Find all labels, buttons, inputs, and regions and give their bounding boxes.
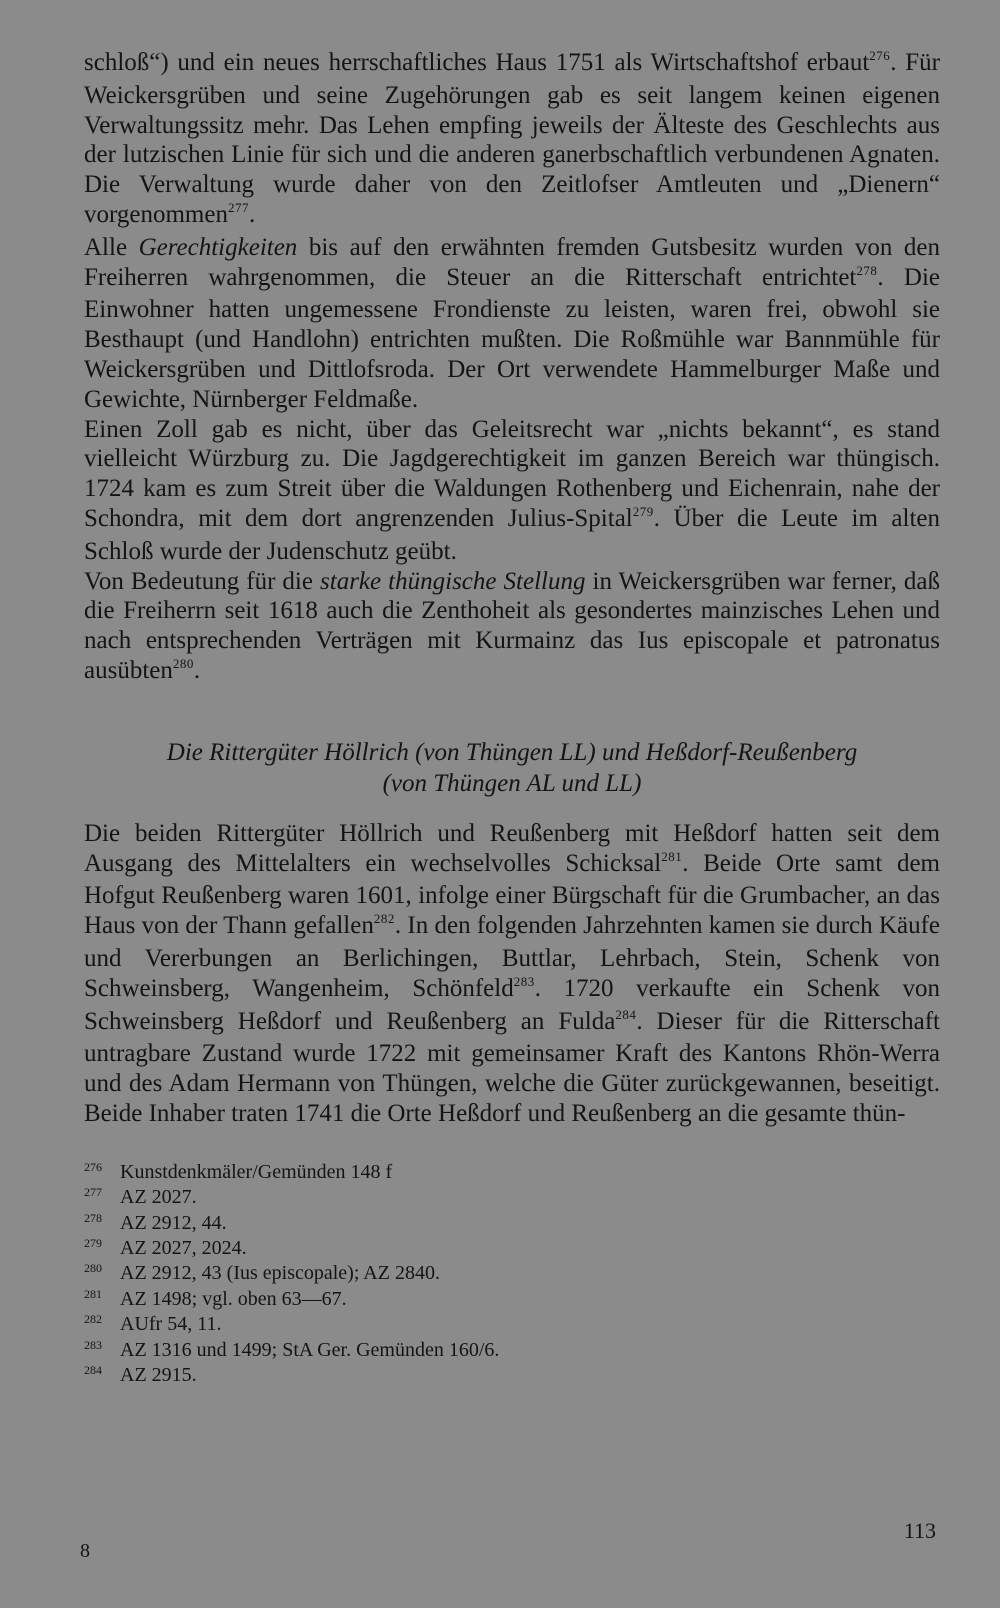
heading-line-2: (von Thüngen AL und LL) bbox=[382, 769, 642, 797]
paragraph bbox=[84, 819, 940, 1129]
footnote-number: 284 bbox=[84, 1362, 102, 1377]
footnote-number: 282 bbox=[84, 1312, 102, 1327]
footnote bbox=[84, 1262, 940, 1287]
footnote-marker: 281 bbox=[661, 848, 683, 864]
footnote-marker: 282 bbox=[373, 911, 395, 927]
footnote bbox=[84, 1288, 940, 1313]
text-run: . Beide Orte samt dem Hofgut Reußenberg waren 1601, infolge einer Bürgschaft für die Grumbacher, an das Haus von der Thann gefallen bbox=[84, 849, 940, 940]
footnote bbox=[84, 1339, 940, 1364]
section-weickersgrueben bbox=[84, 48, 940, 689]
footnote-text: AZ 2912, 43 (Ius episcopale); AZ 2840. bbox=[120, 1262, 440, 1285]
footnote-number: 276 bbox=[84, 1159, 102, 1174]
footnote-text: Kunstdenkmäler/Gemünden 148 f bbox=[120, 1160, 393, 1183]
page-number: 113 bbox=[903, 1518, 936, 1543]
footnote-marker: 277 bbox=[227, 199, 249, 215]
paragraph bbox=[84, 48, 940, 233]
text-run: . bbox=[248, 200, 256, 228]
text-run: in Weickersgrüben war ferner, daß die Freiherrn seit 1618 auch die Zenthoheit als gesondertes mainzisches Lehen und nach entsprechenden Verträgen mit Kurmainz das Ius episcopale et patronatus ausübten bbox=[84, 567, 940, 684]
section-heading bbox=[84, 737, 940, 799]
paragraph bbox=[84, 567, 940, 689]
footnote bbox=[84, 1313, 940, 1338]
page-body bbox=[84, 48, 940, 1389]
text-run: Von Bedeutung für die bbox=[84, 567, 321, 595]
text-run: . Für Weickersgrüben und seine Zugehörungen gab es seit langem keinen eigenen Verwaltungssitz mehr. Das Lehen empfing jeweils der Älteste des Geschlechts aus der lutzischen Linie für sich und die anderen ganerbschaftlich verbundenen Agnaten. Die Verwaltung wurde daher von den Zeitlofser Amtleuten und „Dienern“ vorgenommen bbox=[84, 49, 940, 228]
emphasized-text: Gerechtigkeiten bbox=[138, 233, 298, 261]
footnote-number: 279 bbox=[84, 1235, 102, 1250]
footnote-text: AZ 2027. bbox=[120, 1186, 197, 1209]
footnote bbox=[84, 1364, 940, 1389]
footnote-marker: 280 bbox=[172, 655, 194, 671]
footnote bbox=[84, 1161, 940, 1186]
paragraph bbox=[84, 233, 940, 415]
text-run: Die beiden Rittergüter Höllrich und Reußenberg mit Heßdorf hatten seit dem Ausgang des Mittelalters ein wechselvolles Schicksal bbox=[84, 819, 940, 877]
footnote-text: AZ 2915. bbox=[120, 1363, 197, 1386]
signature-mark: 8 bbox=[80, 1540, 90, 1562]
text-run: . Über die Leute im alten Schloß wurde der Judenschutz geübt. bbox=[84, 504, 941, 565]
text-run: . Dieser für die Ritterschaft untragbare Zustand wurde 1722 mit gemeinsamer Kraft des Kantons Rhön-Werra und des Adam Hermann von Thüngen, welche die Güter zurückgewannen, beseitigt. Beide Inhaber traten 1741 die Orte Heßdorf und Reußenberg an die gesamte thün- bbox=[84, 1007, 940, 1127]
footnote bbox=[84, 1212, 940, 1237]
footnote-number: 281 bbox=[84, 1286, 102, 1301]
footnote-number: 283 bbox=[84, 1337, 102, 1352]
footnote-text: AUfr 54, 11. bbox=[120, 1313, 222, 1336]
text-run: . Die Einwohner hatten ungemessene Frondienste zu leisten, waren frei, obwohl sie Besthaupt (und Handlohn) entrichten mußten. Die Roßmühle war Bannmühle für Weickersgrüben und Dittlofsroda. Der Ort verwendete Hammelburger Maße und Gewichte, Nürnberger Feldmaße. bbox=[84, 263, 940, 413]
footnote-number: 278 bbox=[84, 1210, 102, 1225]
section-hoellrich-hessdorf bbox=[84, 819, 940, 1129]
text-run: Einen Zoll gab es nicht, über das Geleitsrecht war „nichts bekannt“, es stand vielleicht Würzburg zu. Die Jagdgerechtigkeit im ganzen Bereich war thüngisch. 1724 kam es zum Streit über die Waldungen Rothenberg und Eichenrain, nahe der Schondra, mit dem dort angrenzenden Julius-Spital bbox=[84, 415, 940, 532]
footnotes bbox=[84, 1161, 940, 1390]
footnote-text: AZ 1316 und 1499; StA Ger. Gemünden 160/6. bbox=[120, 1338, 500, 1361]
text-run: Alle bbox=[84, 233, 139, 261]
footnote-marker: 276 bbox=[869, 48, 891, 63]
text-run: . In den folgenden Jahrzehnten kamen sie durch Käufe und Vererbungen an Berlichingen, Buttlar, Lehrbach, Stein, Schenk von Schweinsberg, Wangenheim, Schönfeld bbox=[84, 912, 940, 1002]
text-run: . bbox=[193, 656, 201, 684]
footnote-marker: 278 bbox=[856, 262, 878, 278]
heading-line-1: Die Rittergüter Höllrich (von Thüngen LL) und Heßdorf-Reußenberg bbox=[166, 738, 858, 766]
footnote bbox=[84, 1237, 940, 1262]
text-run: . 1720 verkaufte ein Schenk von Schweinsberg Heßdorf und Reußenberg an Fulda bbox=[84, 974, 940, 1035]
footnote-marker: 284 bbox=[615, 1006, 637, 1022]
footnote-text: AZ 1498; vgl. oben 63—67. bbox=[120, 1287, 347, 1310]
footnote-marker: 283 bbox=[513, 973, 535, 989]
footnote-text: AZ 2912, 44. bbox=[120, 1211, 227, 1234]
text-run: schloß“) und ein neues herrschaftliches Haus 1751 als Wirtschaftshof erbaut bbox=[84, 49, 870, 76]
footnote bbox=[84, 1186, 940, 1211]
footnote-text: AZ 2027, 2024. bbox=[120, 1236, 247, 1259]
footnote-marker: 279 bbox=[632, 503, 654, 519]
footnote-number: 277 bbox=[84, 1185, 102, 1200]
text-run: bis auf den erwähnten fremden Gutsbesitz wurden von den Freiherren wahrgenommen, die Steuer an die Ritterschaft entrichtet bbox=[84, 233, 940, 291]
footnote-number: 280 bbox=[84, 1261, 102, 1276]
emphasized-text: starke thüngische Stellung bbox=[320, 567, 586, 595]
paragraph bbox=[84, 415, 940, 567]
